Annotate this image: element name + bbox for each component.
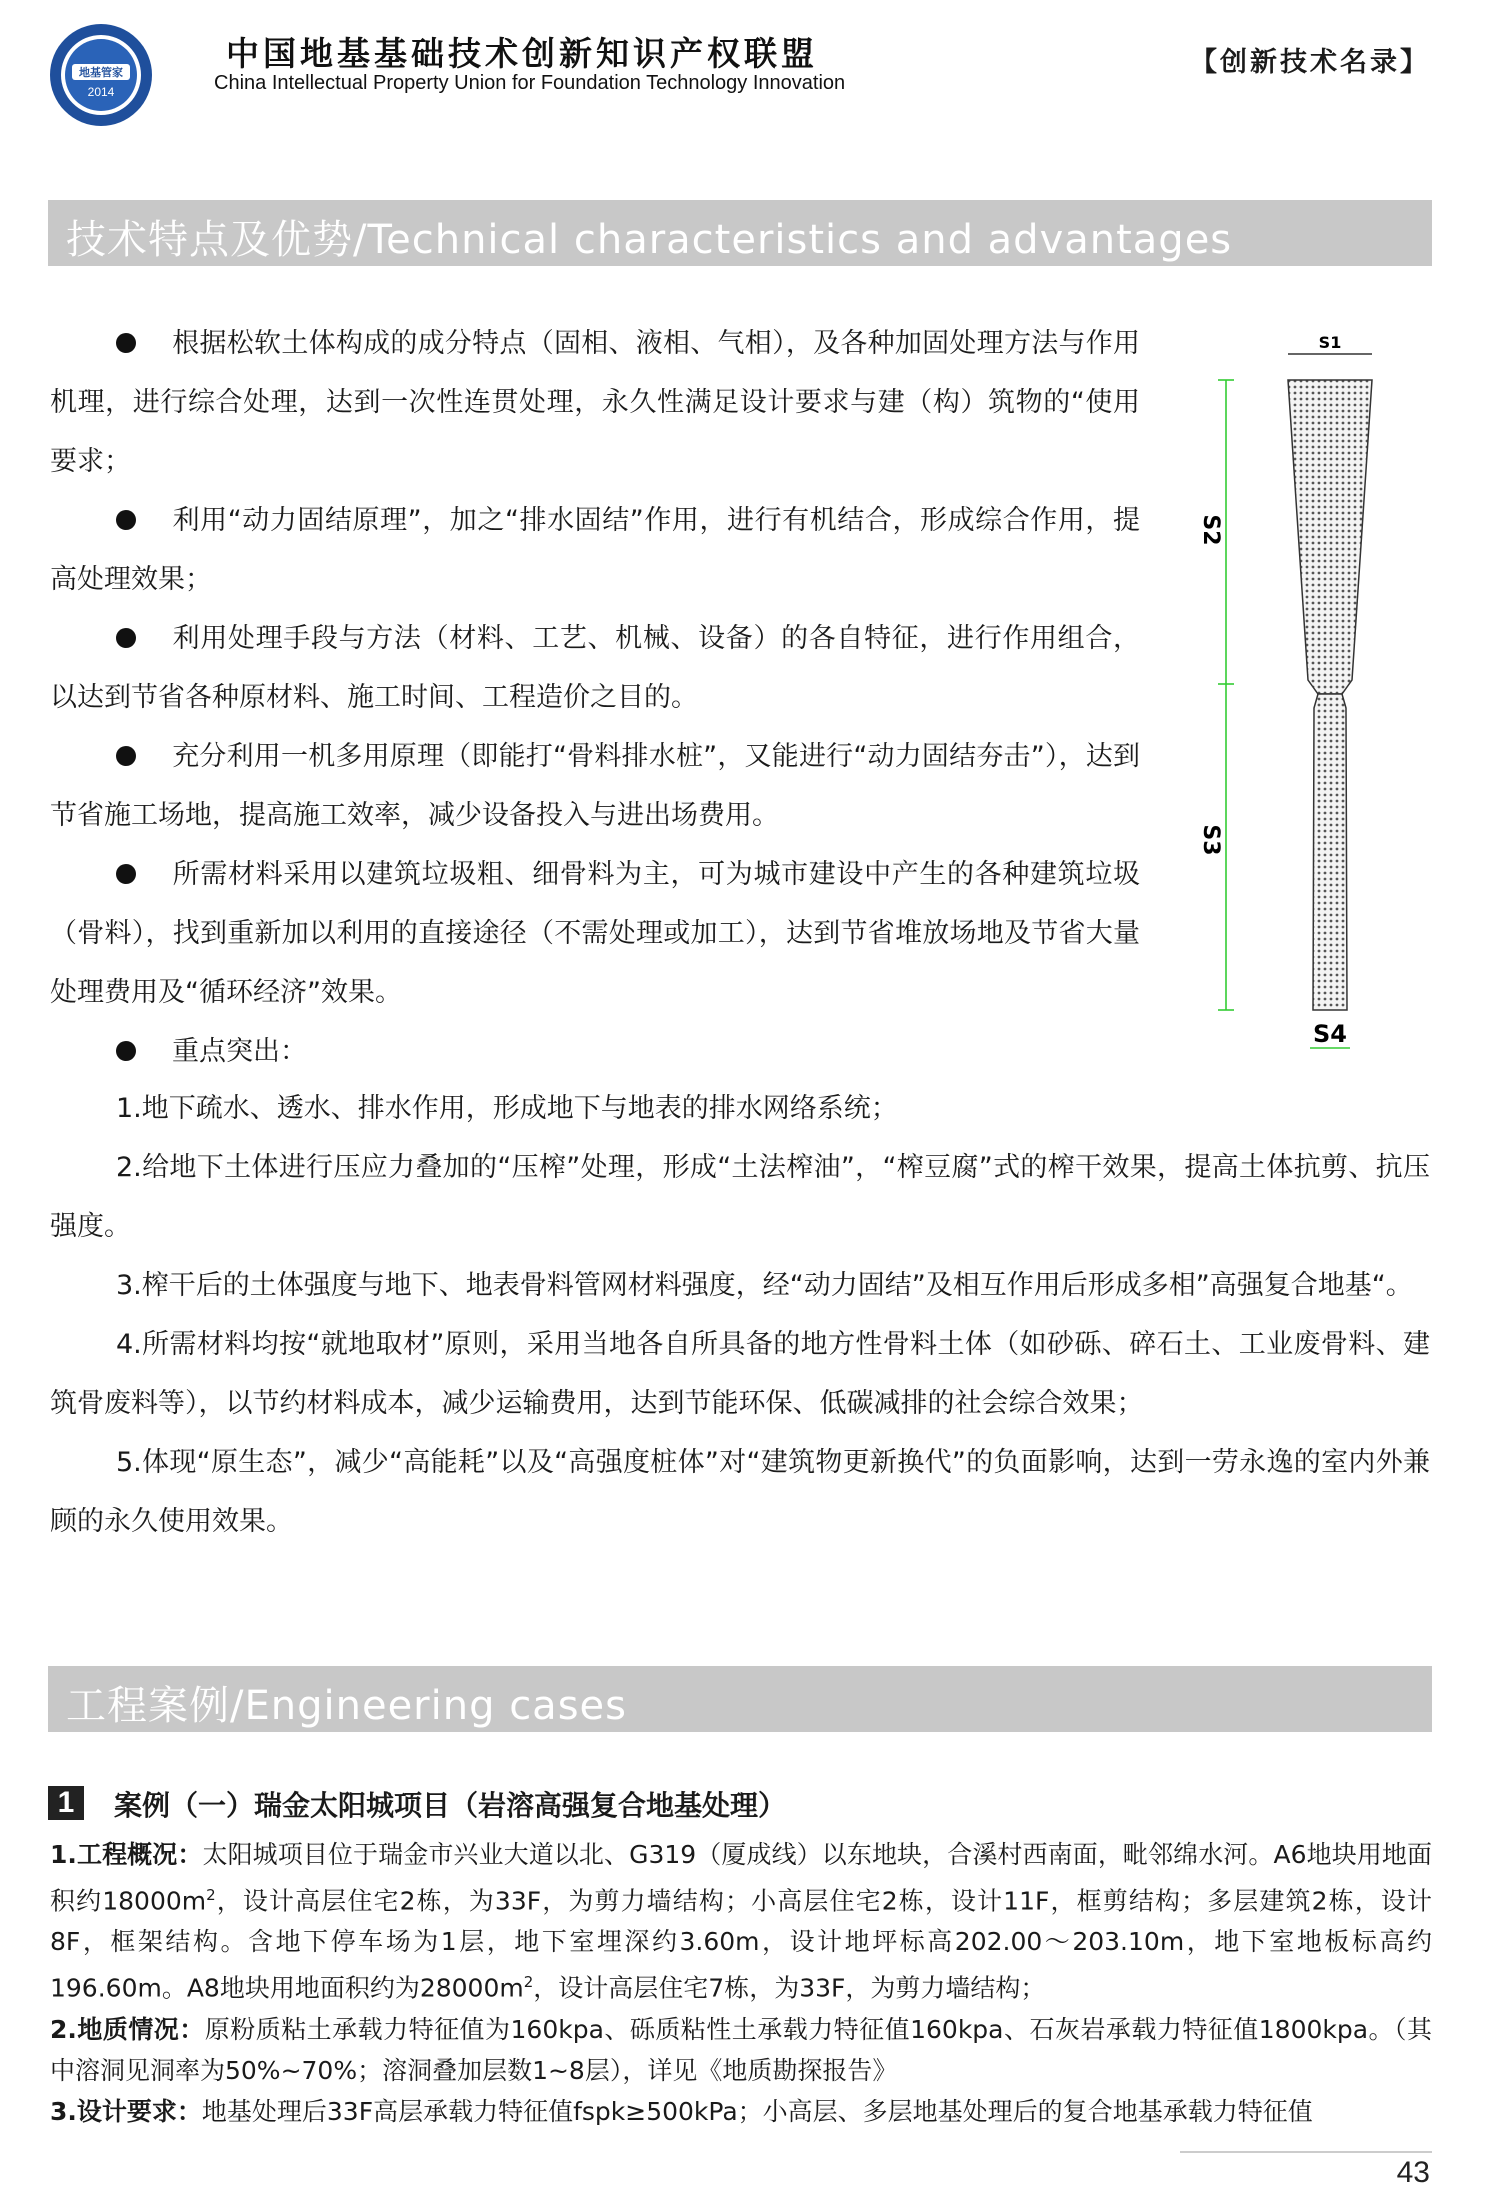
key-point: 5.体现“原生态”，减少“高能耗”以及“高强度桩体”对“建筑物更新换代”的负面影响，达到一劳永逸的室内外兼顾的永久使用效果。	[50, 1447, 1430, 1537]
catalog-label: 【创新技术名录】	[1190, 47, 1430, 78]
case-number-badge: 1	[48, 1786, 84, 1820]
key-point: 2.给地下土体进行压应力叠加的“压榨”处理，形成“土法榨油”，“榨豆腐”式的榨干效果，提高土体抗剪、抗压强度。	[50, 1152, 1430, 1242]
section-title: 工程案例/Engineering cases	[66, 1683, 627, 1729]
case-design: 3.设计要求：地基处理后33F高层承载力特征值fspk≥500kPa；小高层、多层地基处理后的复合地基承载力特征值	[50, 2096, 1313, 2126]
logo-year: 2014	[87, 85, 115, 99]
case-geology: 2.地质情况：原粉质粘土承载力特征值为160kpa、砾质粘性土承载力特征值160kpa、石灰岩承载力特征值1800kpa。（其中溶洞见洞率为50%~70%；溶洞叠加层数1~8层），详见《地质勘探报告》	[50, 2014, 1432, 2085]
case-details	[50, 1834, 1432, 2132]
section-title: 技术特点及优势/Technical characteristics and advantages	[66, 217, 1233, 263]
footer-divider	[1180, 2151, 1432, 2153]
section-header-technical	[48, 200, 1432, 266]
bullet-item: 所需材料采用以建筑垃圾粗、细骨料为主，可为城市建设中产生的各种建筑垃圾（骨料），找到重新加以利用的直接途径（不需处理或加工），达到节省堆放场地及节省大量处理费用及“循环经济”效果。	[50, 859, 1140, 1008]
bullet-dot-icon	[116, 628, 136, 648]
label-s1: S1	[1318, 333, 1342, 352]
bullet-dot-icon	[116, 1041, 136, 1061]
bullet-item: 充分利用一机多用原理（即能打“骨料排水桩”，又能进行“动力固结夯击”），达到节省施工场地，提高施工效率，减少设备投入与进出场费用。	[50, 741, 1140, 831]
key-point: 1.地下疏水、透水、排水作用，形成地下与地表的排水网络系统；	[116, 1093, 898, 1124]
bullet-dot-icon	[116, 746, 136, 766]
union-logo	[48, 22, 154, 128]
logo-text: 地基管家	[79, 66, 123, 79]
label-s2: S2	[1198, 514, 1223, 546]
bullet-item: 重点突出：	[50, 1022, 1140, 1081]
org-name-cn: 中国地基基础技术创新知识产权联盟	[226, 34, 818, 73]
org-name-en: China Intellectual Property Union for Foundation Technology Innovation	[214, 72, 846, 94]
bullet-item: 利用处理手段与方法（材料、工艺、机械、设备）的各自特征，进行作用组合，以达到节省各种原材料、施工时间、工程造价之目的。	[50, 623, 1140, 713]
bullet-dot-icon	[116, 333, 136, 353]
key-point: 3.榨干后的土体强度与地下、地表骨料管网材料强度，经“动力固结”及相互作用后形成多相”高强复合地基“。	[116, 1270, 1413, 1301]
bullet-dot-icon	[116, 864, 136, 884]
pile-lower-body	[1313, 694, 1347, 1010]
pile-diagram	[1160, 330, 1400, 1070]
case-title: 案例（一）瑞金太阳城项目（岩溶高强复合地基处理）	[114, 1789, 787, 1822]
bullet-list	[50, 314, 1140, 1081]
bullet-item: 利用“动力固结原理”，加之“排水固结”作用，进行有机结合，形成综合作用，提高处理效果；	[50, 505, 1140, 595]
case-overview: 1.工程概况：太阳城项目位于瑞金市兴业大道以北、G319（厦成线）以东地块，合溪村西南面，毗邻绵水河。A6地块用地面积约$18000m^2$，设计高层住宅2栋，为33F，为剪力墙结构；小高层住宅2栋，设计11F，框剪结构；多层建筑2栋，设计8F，框架结构。含地下停车场为1层，地下室埋深约3.60m，设计地坪标高202.00～203.10m，地下室地板标高约196.60m。A8地块用地面积约为$28000m^2$，设计高层住宅7栋，为33F，为剪力墙结构；	[50, 1840, 1432, 2003]
label-s4: S4	[1313, 1020, 1347, 1048]
bullet-item: 根据松软土体构成的成分特点（固相、液相、气相），及各种加固处理方法与作用机理，进行综合处理，达到一次性连贯处理，永久性满足设计要求与建（构）筑物的“使用要求；	[50, 328, 1140, 477]
section-header-cases	[48, 1666, 1432, 1732]
key-point: 4.所需材料均按“就地取材”原则，采用当地各自所具备的地方性骨料土体（如砂砾、碎石土、工业废骨料、建筑骨废料等），以节约材料成本，减少运输费用，达到节能环保、低碳减排的社会综合效果；	[50, 1329, 1430, 1419]
label-s3: S3	[1198, 824, 1223, 856]
page-number: 43	[1396, 2156, 1430, 2189]
pile-upper-body	[1288, 380, 1372, 694]
bullet-dot-icon	[116, 510, 136, 530]
key-points	[50, 1079, 1430, 1551]
